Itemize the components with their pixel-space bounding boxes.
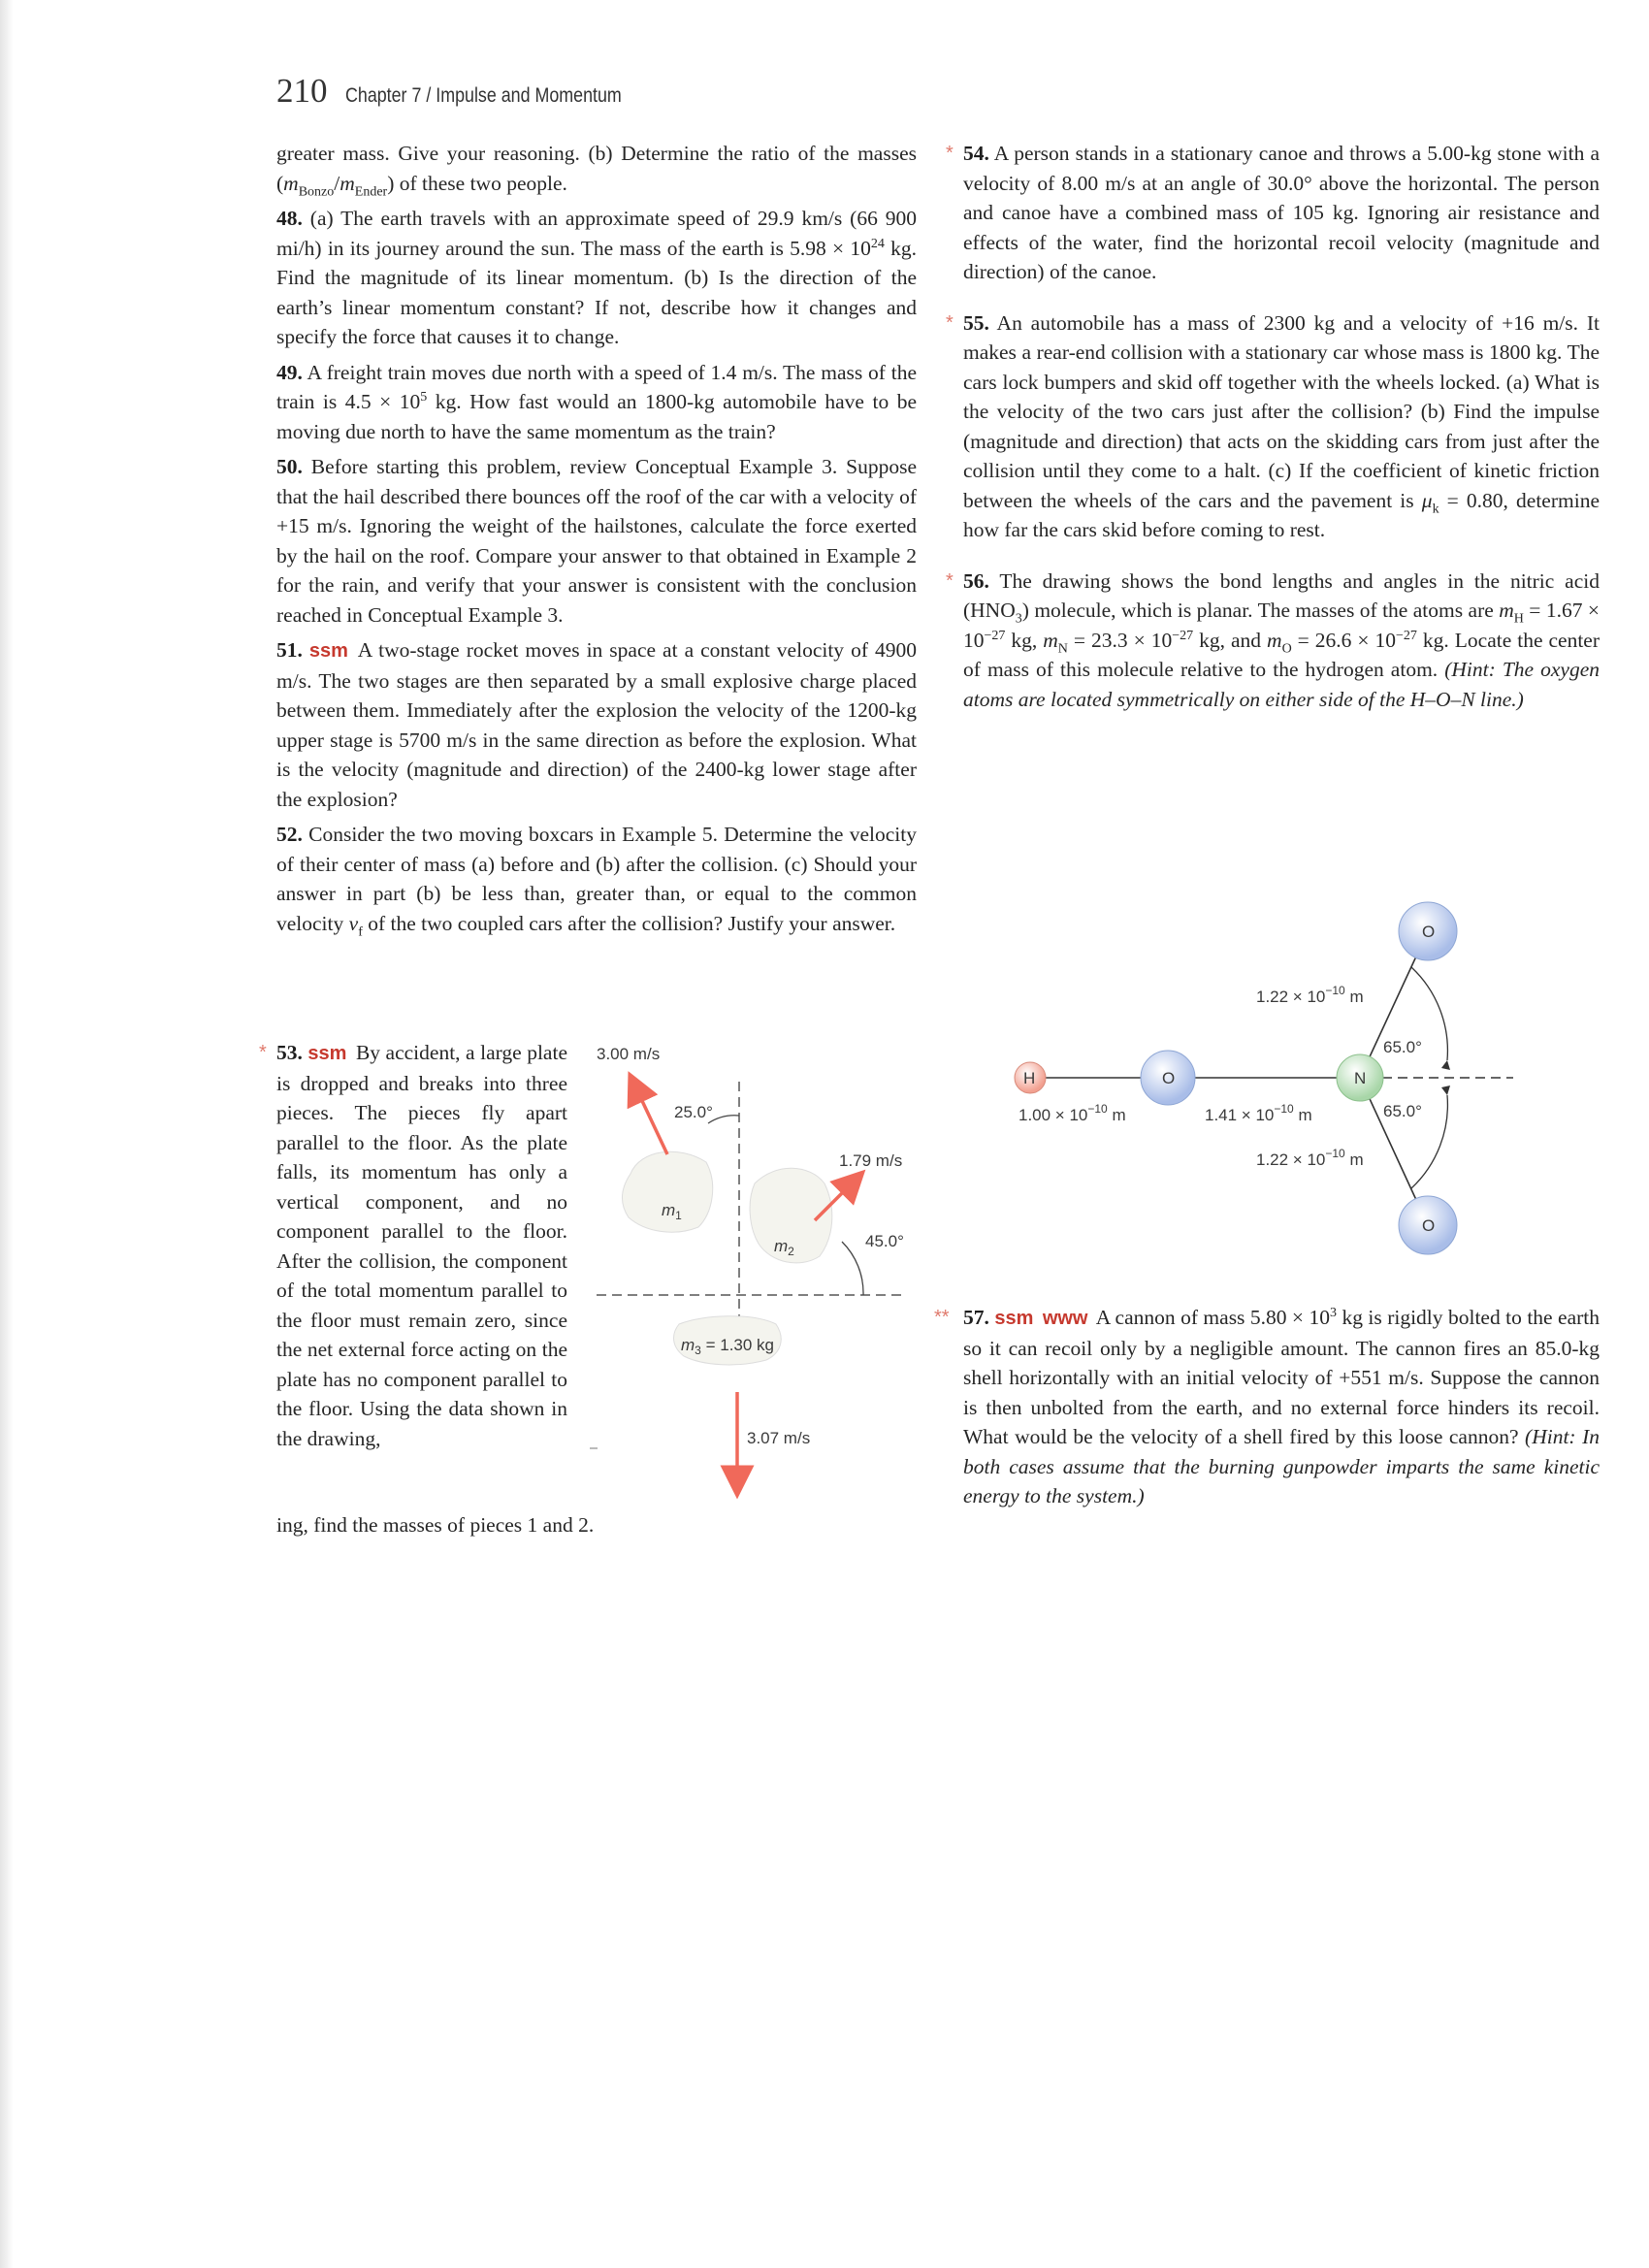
p49-exp: 5 xyxy=(420,389,428,405)
problem-53 xyxy=(259,1038,567,1453)
p56-mH-sub: H xyxy=(1513,611,1524,627)
p56-mN-val: = 23.3 × 10 xyxy=(1067,628,1173,652)
m3-symbol: m xyxy=(681,1336,695,1354)
p56-mN-unit: kg, and xyxy=(1193,628,1268,652)
www-tag: www xyxy=(1042,1308,1088,1329)
velocity-arrow-1 xyxy=(635,1086,667,1154)
right-column xyxy=(946,139,1600,720)
m2-sub: 2 xyxy=(788,1245,794,1258)
p56-mO-sub: O xyxy=(1281,640,1292,656)
p47-m2: m xyxy=(340,171,355,195)
problem-50 xyxy=(276,452,917,630)
problem-54 xyxy=(946,139,1600,287)
p56-mO: m xyxy=(1267,628,1282,652)
p47-slash: / xyxy=(334,171,340,195)
problem-49 xyxy=(276,358,917,447)
difficulty-star: * xyxy=(259,1042,267,1063)
problem-number: 56. xyxy=(963,568,989,593)
bond-ho-mantissa: 1.00 × 10 xyxy=(1018,1106,1088,1124)
difficulty-star: * xyxy=(946,143,954,164)
angle-label-45: 45.0° xyxy=(865,1232,904,1250)
plate-piece-1 xyxy=(622,1151,712,1232)
stray-mark xyxy=(590,1447,598,1449)
bond-on-unit: m xyxy=(1293,1106,1312,1124)
p47-text2: ) of these two people. xyxy=(387,171,567,195)
problem-51 xyxy=(276,635,917,814)
p54-text: A person stands in a stationary canoe and throws a 5.00-kg stone with a velocity of 8.00 m/s at an angle of 30.0° above the horizontal. The person and canoe have a combined mass of 105 kg. Ignoring air resistance and effects of the water, find the horizontal recoil velocity (magnitude and direction) of the canoe. xyxy=(963,142,1600,283)
problem-57 xyxy=(934,1303,1600,1511)
angle-label-top: 65.0° xyxy=(1383,1038,1422,1056)
p56-mH-unit: kg, xyxy=(1005,628,1044,652)
difficulty-star: * xyxy=(946,311,954,334)
ssm-tag: ssm xyxy=(308,640,348,662)
m2-symbol: m xyxy=(774,1237,789,1255)
p56-mH: m xyxy=(1499,599,1514,622)
problem-number: 57. xyxy=(963,1306,989,1329)
bond-ho-exp: −10 xyxy=(1087,1102,1108,1116)
problem-53-last-line: ing, find the masses of pieces 1 and 2. xyxy=(276,1513,595,1537)
atom-label-o-bottom: O xyxy=(1422,1216,1436,1235)
p56-hint: (Hint: The oxygen atoms are located symmetrically on either side of the H–O–N line.) xyxy=(963,658,1600,711)
p47-text: greater mass. Give your reasoning. (b) Determine the ratio of the masses ( xyxy=(276,142,917,195)
problem-number: 50. xyxy=(276,455,303,478)
angle-arrowhead-bottom xyxy=(1441,1085,1450,1095)
p56-text: The drawing shows the bond lengths and angles in the nitric acid (HNO xyxy=(963,568,1600,622)
p56-mO-val: = 26.6 × 10 xyxy=(1291,628,1397,652)
p47-sub-bonzo: Bonzo xyxy=(298,183,335,199)
p57-text: A cannon of mass 5.80 × 10 xyxy=(1095,1306,1331,1329)
bond-length-o-n-label xyxy=(1205,1102,1312,1124)
p55-text2: = 0.80, determine how far the cars skid before coming to rest. xyxy=(963,488,1600,541)
p55-text: An automobile has a mass of 2300 kg and a velocity of +16 m/s. It makes a rear-end collision with a stationary car whose mass is 1800 kg. The cars lock bumpers and skid off together with the wheels locked. (a) What is the velocity of the two cars just after the collision? (b) Find the impulse (magnitude and direction) that acts on the skidding cars from just after the collision until they come to a halt. (c) If the coefficient of kinetic friction between the wheels of the cars and the pavement is xyxy=(963,310,1600,512)
bond-on-exp: −10 xyxy=(1274,1102,1294,1116)
p52-text2: of the two coupled cars after the collision? Justify your answer. xyxy=(362,911,896,935)
velocity-label-3: 3.07 m/s xyxy=(747,1429,811,1447)
problem-number: 53. xyxy=(276,1041,303,1064)
p56-mN: m xyxy=(1043,628,1058,652)
velocity-label-1: 3.00 m/s xyxy=(597,1045,661,1063)
p56-mO-unit: kg. Locate the center of mass of this molecule relative to the hydrogen atom. xyxy=(963,628,1600,681)
problem-number: 55. xyxy=(963,310,989,335)
p55-mu: μ xyxy=(1421,488,1433,512)
p49-text: A freight train moves due north with a speed of 1.4 m/s. The mass of the train is 4.5 × 10 xyxy=(276,360,917,413)
page-edge-shadow xyxy=(0,0,14,2268)
problem-48 xyxy=(276,204,917,352)
p56-sub3: 3 xyxy=(1015,611,1022,627)
p56-mH-val: = 1.67 × 10 xyxy=(963,599,1600,652)
angle-arrowhead-top xyxy=(1441,1060,1450,1070)
angle-arc-45 xyxy=(842,1242,863,1295)
difficulty-star: * xyxy=(946,569,954,592)
problem-number: 51. xyxy=(276,638,303,662)
problem-number: 48. xyxy=(276,207,303,230)
problem-number: 49. xyxy=(276,360,303,384)
bond-top-exp: −10 xyxy=(1325,984,1345,997)
problem-47-continuation xyxy=(276,139,917,198)
p48-text2: kg. Find the magnitude of its linear momentum. (b) Is the direction of the earth’s linear momentum constant? If not, describe how it changes and specify the force that causes it to change. xyxy=(276,236,918,348)
bond-ho-unit: m xyxy=(1107,1106,1126,1124)
atom-label-o-top: O xyxy=(1422,923,1436,941)
p49-text2: kg. How fast would an 1800-kg automobile have to be moving due north to have the same momentum as the train? xyxy=(276,390,917,443)
p55-mu-sub: k xyxy=(1432,501,1439,516)
nitric-acid-molecule-figure xyxy=(999,888,1542,1276)
ssm-tag: ssm xyxy=(307,1043,347,1064)
problem-52 xyxy=(276,820,917,938)
p48-text: (a) The earth travels with an approximate speed of 29.9 km/s (66 900 mi/h) in its journey around the sun. The mass of the earth is 5.98 × 10 xyxy=(276,207,917,260)
p50-text: Before starting this problem, review Conceptual Example 3. Suppose that the hail described there bounces off the roof of the car with a velocity of +15 m/s. Ignoring the weight of the hailstones, calculate the force exerted by the hail on the roof. Compare your answer to that obtained in Example 2 for the rain, and verify that your answer is consistent with the conclusion reached in Conceptual Example 3. xyxy=(276,455,918,627)
bond-bottom-unit: m xyxy=(1344,1150,1364,1169)
left-column xyxy=(276,139,917,944)
p47-m: m xyxy=(283,171,299,195)
atom-label-o-mid: O xyxy=(1162,1069,1176,1087)
page-number: 210 xyxy=(276,72,328,110)
p56-mH-exp: −27 xyxy=(984,628,1006,643)
p56-text2: ) molecule, which is planar. The masses of the atoms are xyxy=(1021,599,1500,622)
bond-on-mantissa: 1.41 × 10 xyxy=(1205,1106,1275,1124)
m3-sub: 3 xyxy=(695,1344,701,1357)
m1-symbol: m xyxy=(662,1201,676,1219)
bond-bottom-exp: −10 xyxy=(1325,1147,1345,1160)
problem-number: 54. xyxy=(963,142,989,165)
p52-vsub: f xyxy=(358,923,363,939)
p53-text: By accident, a large plate is dropped and breaks into three pieces. The pieces fly apart parallel to the floor. As the plate falls, its momentum has only a vertical component, and no component parallel to the floor. After the collision, the component of the total momentum parallel to the floor must remain zero, since the net external force acting on the plate has no component parallel to the floor. Using the data shown in the drawing, xyxy=(276,1041,567,1450)
bond-top-unit: m xyxy=(1344,988,1364,1006)
p52-v: v xyxy=(348,911,359,935)
m3-value: = 1.30 kg xyxy=(700,1336,774,1354)
p57-hint: (Hint: In both cases assume that the burning gunpowder imparts the same kinetic energy to the system.) xyxy=(963,1425,1600,1507)
ssm-tag: ssm xyxy=(994,1308,1034,1329)
p47-sub-ender: Ender xyxy=(354,183,388,199)
problem-56 xyxy=(946,567,1600,715)
p56-mO-exp: −27 xyxy=(1396,628,1417,643)
difficulty-stars: ** xyxy=(934,1307,950,1328)
problem-number: 52. xyxy=(276,823,303,846)
plate-pieces-figure xyxy=(582,1038,912,1504)
p51-text: A two-stage rocket moves in space at a constant velocity of 4900 m/s. The two stages are then separated by a small explosive charge placed between them. Immediately after the explosion the velocity of the 1200-kg upper stage is 5700 m/s in the same direction as before the explosion. What is the velocity (magnitude and direction) of the 2400-kg lower stage after the explosion? xyxy=(276,638,917,811)
p56-mN-sub: N xyxy=(1057,640,1068,656)
atom-label-h: H xyxy=(1023,1069,1036,1087)
p56-mN-exp: −27 xyxy=(1172,628,1194,643)
velocity-label-2: 1.79 m/s xyxy=(839,1151,903,1170)
p48-exp: 24 xyxy=(870,236,885,251)
p52-text: Consider the two moving boxcars in Example 5. Determine the velocity of their center of mass (a) before and (b) after the collision. (c) Should your answer in part (b) be less than, greater than, or equal to the common velocity xyxy=(276,823,917,935)
angle-label-25: 25.0° xyxy=(674,1103,713,1121)
bond-top-mantissa: 1.22 × 10 xyxy=(1256,988,1326,1006)
bond-length-top-label xyxy=(1256,984,1364,1006)
bond-bottom-mantissa: 1.22 × 10 xyxy=(1256,1150,1326,1169)
page-header xyxy=(276,72,670,111)
m1-sub: 1 xyxy=(675,1209,682,1222)
chapter-title: Chapter 7 / Impulse and Momentum xyxy=(344,84,622,107)
atom-label-n: N xyxy=(1354,1069,1367,1087)
bond-length-bottom-label xyxy=(1256,1147,1364,1169)
angle-label-bottom: 65.0° xyxy=(1383,1102,1422,1120)
problem-55 xyxy=(946,308,1600,545)
bond-length-h-o-label xyxy=(1018,1102,1126,1124)
p57-text2: kg is rigidly bolted to the earth so it can recoil only by a negligible amount. The cannon fires an 85.0-kg shell horizontally with an initial velocity of +551 m/s. Suppose the cannon is then unbolted from the earth, and no external force hinders its recoil. What would be the velocity of a shell fired by this loose cannon? xyxy=(963,1306,1600,1448)
p57-exp: 3 xyxy=(1330,1305,1338,1320)
